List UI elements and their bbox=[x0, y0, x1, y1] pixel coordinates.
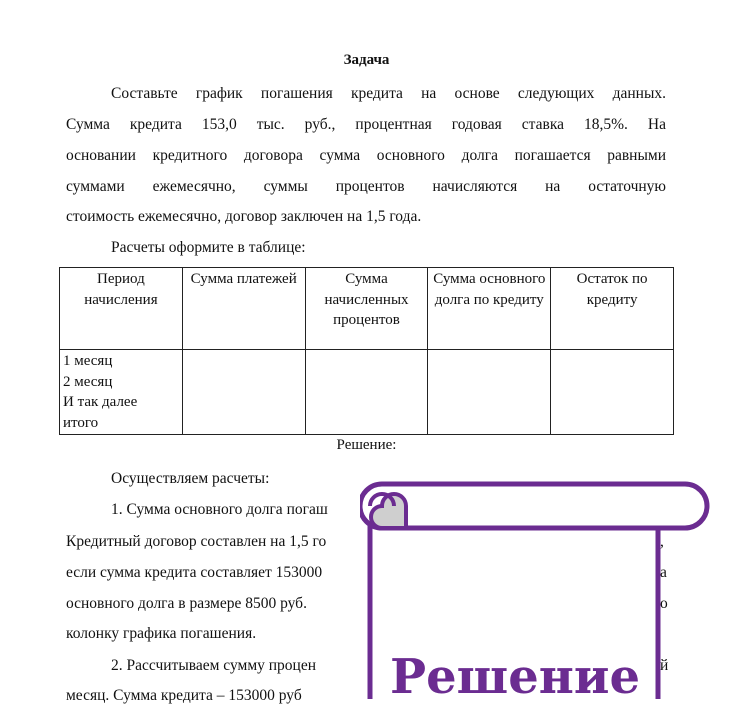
table-intro: Расчеты оформите в таблице: bbox=[111, 239, 306, 256]
solution-fragment-3: о bbox=[660, 595, 668, 612]
header-cell-principal: Сумма основного долга по кредиту bbox=[428, 268, 551, 350]
header-cell-balance: Остаток по кредиту bbox=[551, 268, 674, 350]
table-header-row bbox=[60, 268, 674, 350]
header-cell-payments: Сумма платежей bbox=[182, 268, 305, 350]
solution-line-1: Осуществляем расчеты: bbox=[111, 470, 270, 487]
table-cell bbox=[182, 350, 305, 435]
table-cell bbox=[551, 350, 674, 435]
table-cell bbox=[428, 350, 551, 435]
header-cell-interest: Сумма начисленных процентов bbox=[305, 268, 428, 350]
solution-line-3: Кредитный договор составлен на 1,5 го bbox=[66, 533, 327, 550]
solution-fragment-1: , bbox=[660, 533, 664, 550]
period-cell bbox=[60, 350, 183, 435]
scroll-top-roll bbox=[360, 484, 707, 528]
solution-banner-label[interactable]: Решение bbox=[389, 649, 641, 705]
task-line-3: основании кредитного договора сумма основного долга погашается равными bbox=[66, 147, 666, 164]
period-row-2: 2 месяц bbox=[63, 373, 113, 390]
solution-line-8: месяц. Сумма кредита – 153000 руб bbox=[66, 687, 302, 704]
solution-fragment-4: й bbox=[660, 657, 669, 674]
solution-line-7: 2. Рассчитываем сумму процен bbox=[111, 657, 317, 674]
solution-line-2: 1. Сумма основного долга погаш bbox=[111, 501, 328, 518]
task-line-2: Сумма кредита 153,0 тыс. руб., процентная годовая ставка 18,5%. На bbox=[66, 116, 666, 133]
task-line-5: стоимость ежемесячно, договор заключен на 1,5 года. bbox=[66, 208, 422, 225]
period-row-4: итого bbox=[63, 414, 99, 431]
solution-line-6: колонку графика погашения. bbox=[66, 625, 257, 642]
header-cell-period: Период начисления bbox=[60, 268, 183, 350]
solution-line-4: если сумма кредита составляет 153000 bbox=[66, 564, 323, 581]
table-row bbox=[60, 350, 674, 435]
task-title: Задача bbox=[343, 52, 390, 68]
solution-heading: Решение: bbox=[336, 437, 397, 453]
task-line-1: Составьте график погашения кредита на основе следующих данных. bbox=[111, 85, 666, 102]
task-line-4: суммами ежемесячно, суммы процентов начисляются на остаточную bbox=[66, 178, 666, 195]
period-row-1: 1 месяц bbox=[63, 353, 113, 370]
table-cell bbox=[305, 350, 428, 435]
solution-line-5: основного долга в размере 8500 руб. bbox=[66, 595, 307, 612]
solution-fragment-2: а bbox=[660, 564, 667, 581]
schedule-table bbox=[59, 267, 674, 435]
period-row-3: И так далее bbox=[63, 394, 138, 411]
